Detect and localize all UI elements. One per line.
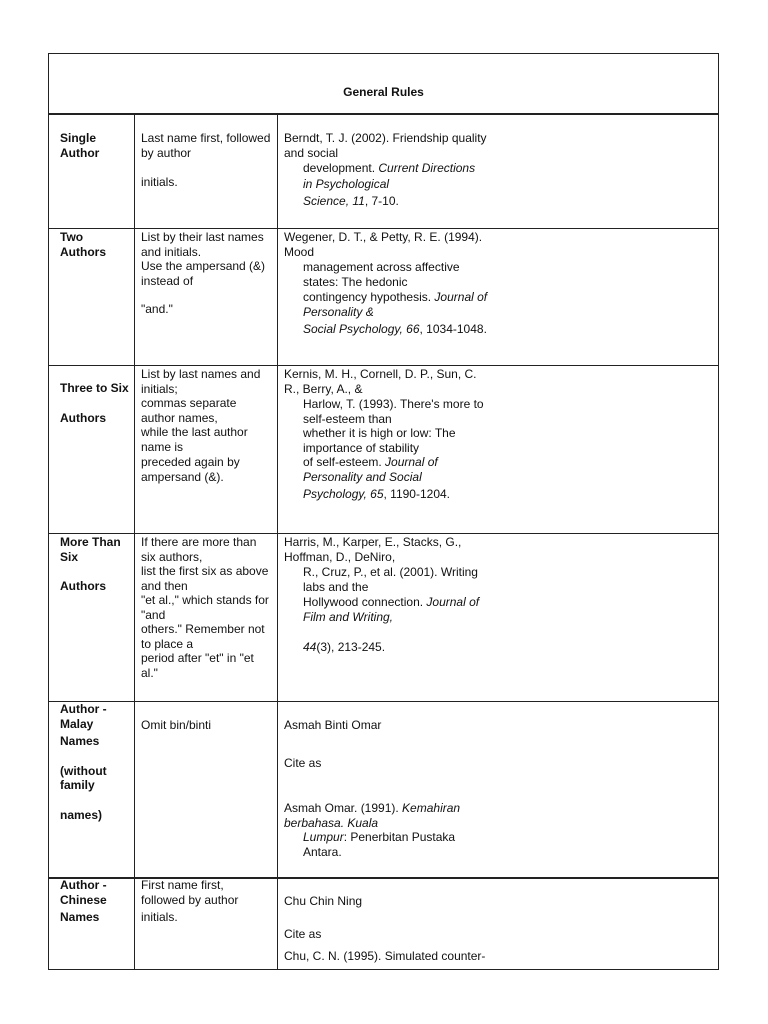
table-header [49,54,718,115]
citation-example: Asmah Binti Omar Cite as Asmah Omar. (1991). Kemahiran berbahasa. Kuala Lumpur: Penerbitan Pustaka Antara. [284,718,461,859]
row-divider [49,533,718,534]
row-label: Author - Malay Names (without family names) [60,702,107,822]
rule-text: If there are more than six authors, list the first six as above and then "et al.," which stands for "and others." Remember not to place a period after "et" in "et al." [141,535,269,680]
row-label: More Than Six Authors [60,535,121,593]
row-label: Three to Six Authors [60,381,129,425]
rule-text: First name first, followed by author initials. [141,878,239,924]
rule-text: Omit bin/binti [141,718,212,732]
rule-text: Last name first, followed by author initials. [141,131,271,189]
rule-text: List by last names and initials; commas separate author names, while the last author name is preceded again by ampersand (&). [141,367,261,484]
citation-example: Harris, M., Karper, E., Stacks, G., Hoffman, D., DeNiro, R., Cruz, P., et al. (2001). Writing labs and the Hollywood connection. Journal of Film and Writing, 44(3), 213-245. [284,535,480,654]
citation-example: Kernis, M. H., Cornell, D. P., Sun, C. R., Berry, A., & Harlow, T. (1993). There's more to self-esteem than whether it is high or low: The importance of stability of self-esteem. Journal of Personality and Social Psychology, 65, 1190-1204. [284,367,484,501]
table-title: General Rules [343,85,424,99]
column-divider [134,115,135,969]
rules-table [48,53,719,970]
row-label: Single Author [60,131,100,160]
row-divider [49,365,718,366]
citation-example: Berndt, T. J. (2002). Friendship quality and social development. Current Directions in Psychological Science, 11, 7-10. [284,131,487,208]
row-divider [49,701,718,702]
row-divider [49,228,718,229]
citation-example: Wegener, D. T., & Petty, R. E. (1994). Mood management across affective states: The hedonic contingency hypothesis. Journal of Personality & Social Psychology, 66, 1034-1048. [284,230,488,336]
citation-example: Chu Chin Ning Cite as Chu, C. N. (1995). Simulated counter- [284,894,486,963]
column-divider [277,115,278,969]
rule-text: List by their last names and initials. Use the ampersand (&) instead of "and." [141,230,266,316]
row-label: Author - Chinese Names [60,878,107,924]
row-label: Two Authors [60,230,106,259]
